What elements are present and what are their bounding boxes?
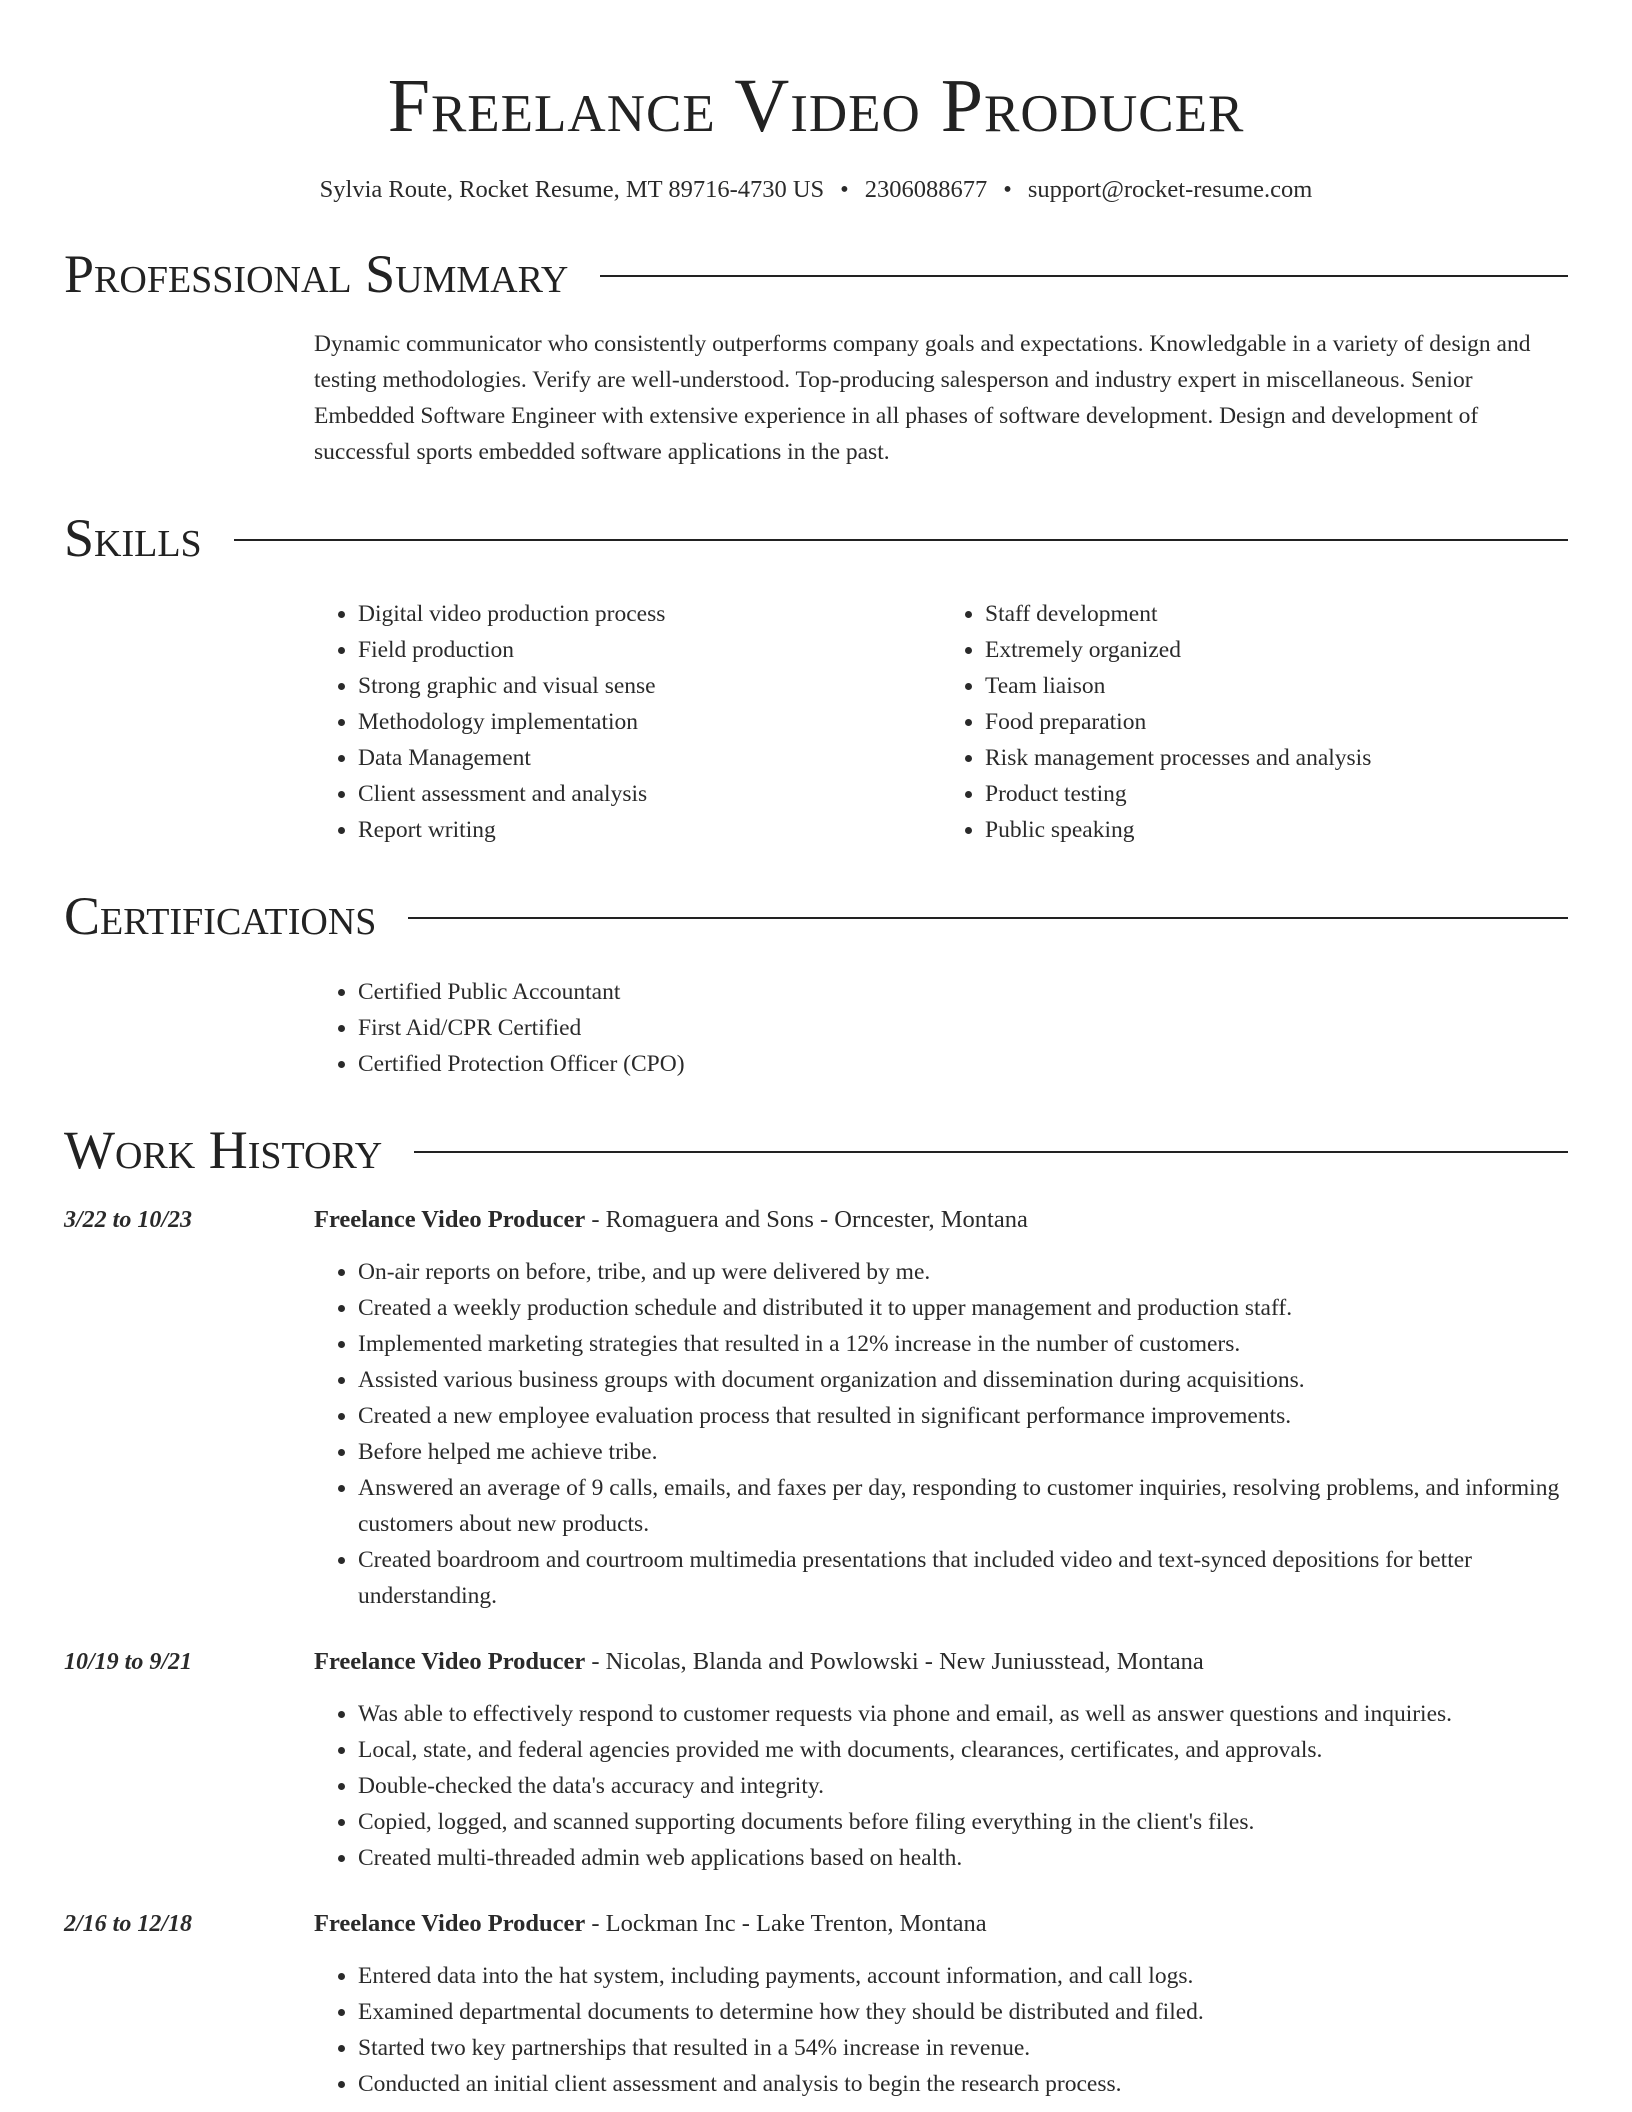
summary-text: Dynamic communicator who consistently outperforms company goals and expectations. Knowledgable in a variety of design and testing methodologies. Verify are well-understood. Top-producing salesperson and industry expert in miscellaneous. Senior Embedded Software Engineer with extensive experience in all phases of software development. Design and development of successful sports embedded software applications in the past. (314, 331, 1531, 465)
job-entry (64, 1202, 1568, 1614)
section-header-work-history (64, 1118, 1568, 1182)
contact-phone: 2306088677 (864, 176, 988, 203)
skill-item: • Data Management (358, 740, 941, 776)
skill-item: • Extremely organized (985, 632, 1568, 668)
skill-item: • Food preparation (985, 704, 1568, 740)
job-bullet: • Before helped me achieve tribe. (358, 1434, 1568, 1470)
job-role: Freelance Video Producer (314, 1648, 586, 1675)
contact-separator: • (840, 176, 849, 203)
job-bullet: • Answered an average of 9 calls, emails, and faxes per day, responding to customer inquiries, resolving problems, and informing customers about new products. (358, 1470, 1568, 1542)
job-bullet: • Local, state, and federal agencies provided me with documents, clearances, certificates, and approvals. (358, 1732, 1568, 1768)
job-bullet: • On-air reports on before, tribe, and up were delivered by me. (358, 1254, 1568, 1290)
job-bullet: • Started two key partnerships that resulted in a 54% increase in revenue. (358, 2030, 1568, 2066)
section-title-skills: Skills (64, 508, 202, 568)
skills-list (314, 596, 1568, 848)
job-body (314, 1202, 1568, 1614)
job-bullet: • Created a weekly production schedule and distributed it to upper management and production staff. (358, 1290, 1568, 1326)
skills-column-right (941, 596, 1568, 848)
job-title-line (314, 1202, 1568, 1238)
job-title-line (314, 1644, 1568, 1680)
skill-item: • Risk management processes and analysis (985, 740, 1568, 776)
skill-item: • Public speaking (985, 812, 1568, 848)
skill-item: • Field production (358, 632, 941, 668)
job-bullet: • Conducted an initial client assessment and analysis to begin the research process. (358, 2066, 1568, 2102)
job-bullet: • Created a new employee evaluation process that resulted in significant performance improvements. (358, 1398, 1568, 1434)
skills-column-left (314, 596, 941, 848)
skill-item: • Strong graphic and visual sense (358, 668, 941, 704)
job-bullet: • Assisted various business groups with document organization and dissemination during acquisitions. (358, 1362, 1568, 1398)
certification-item: • Certified Public Accountant (358, 974, 1568, 1010)
section-header-skills (64, 506, 1568, 570)
contact-separator: • (1003, 176, 1012, 203)
skill-item: • Methodology implementation (358, 704, 941, 740)
contact-address: Sylvia Route, Rocket Resume, MT 89716-4730 US (319, 176, 825, 203)
job-body (314, 1644, 1568, 1876)
section-title-work-history: Work History (64, 1120, 383, 1180)
section-title-summary: Professional Summary (64, 244, 569, 304)
section-title-certifications: Certifications (64, 886, 377, 946)
section-header-summary (64, 242, 1568, 306)
job-bullet: • Entered data into the hat system, including payments, account information, and call logs. (358, 1958, 1568, 1994)
job-bullets (314, 1696, 1568, 1876)
job-company-location: - Lockman Inc - Lake Trenton, Montana (585, 1910, 987, 1937)
job-bullet: • Was able to effectively respond to customer requests via phone and email, as well as answer questions and inquiries. (358, 1696, 1568, 1732)
job-entry (64, 1644, 1568, 1876)
job-company-location: - Romaguera and Sons - Orncester, Montana (585, 1206, 1028, 1233)
skill-item: • Report writing (358, 812, 941, 848)
job-bullet: • Created multi-threaded admin web applications based on health. (358, 1840, 1568, 1876)
job-bullet: • Copied, logged, and scanned supporting documents before filing everything in the client's files. (358, 1804, 1568, 1840)
job-bullet: • Created boardroom and courtroom multimedia presentations that included video and text-synced depositions for better understanding. (358, 1542, 1568, 1614)
resume-name: Freelance Video Producer (387, 64, 1245, 148)
skill-item: • Digital video production process (358, 596, 941, 632)
job-role: Freelance Video Producer (314, 1206, 586, 1233)
certification-item: • First Aid/CPR Certified (358, 1010, 1568, 1046)
certifications-list (314, 974, 1568, 1082)
section-divider (408, 917, 1568, 919)
job-bullets (314, 1958, 1568, 2102)
section-divider (414, 1151, 1568, 1153)
job-bullet: • Examined departmental documents to determine how they should be distributed and filed. (358, 1994, 1568, 2030)
job-company-location: - Nicolas, Blanda and Powlowski - New Juniusstead, Montana (585, 1648, 1204, 1675)
contact-email: support@rocket-resume.com (1027, 176, 1313, 203)
job-dates: 2/16 to 12/18 (64, 1911, 193, 1937)
job-bullets (314, 1254, 1568, 1614)
job-entry (64, 1906, 1568, 2102)
skill-item: • Client assessment and analysis (358, 776, 941, 812)
job-title-line (314, 1906, 1568, 1942)
job-bullet: • Double-checked the data's accuracy and integrity. (358, 1768, 1568, 1804)
skill-item: • Product testing (985, 776, 1568, 812)
job-body (314, 1906, 1568, 2102)
job-dates: 3/22 to 10/23 (64, 1207, 193, 1233)
contact-line (64, 174, 1568, 206)
job-role: Freelance Video Producer (314, 1910, 586, 1937)
section-header-certifications (64, 884, 1568, 948)
skill-item: • Team liaison (985, 668, 1568, 704)
certification-item: • Certified Protection Officer (CPO) (358, 1046, 1568, 1082)
skill-item: • Staff development (985, 596, 1568, 632)
section-divider (234, 539, 1568, 541)
section-divider (600, 275, 1568, 277)
job-dates: 10/19 to 9/21 (64, 1649, 193, 1675)
job-bullet: • Implemented marketing strategies that resulted in a 12% increase in the number of customers. (358, 1326, 1568, 1362)
